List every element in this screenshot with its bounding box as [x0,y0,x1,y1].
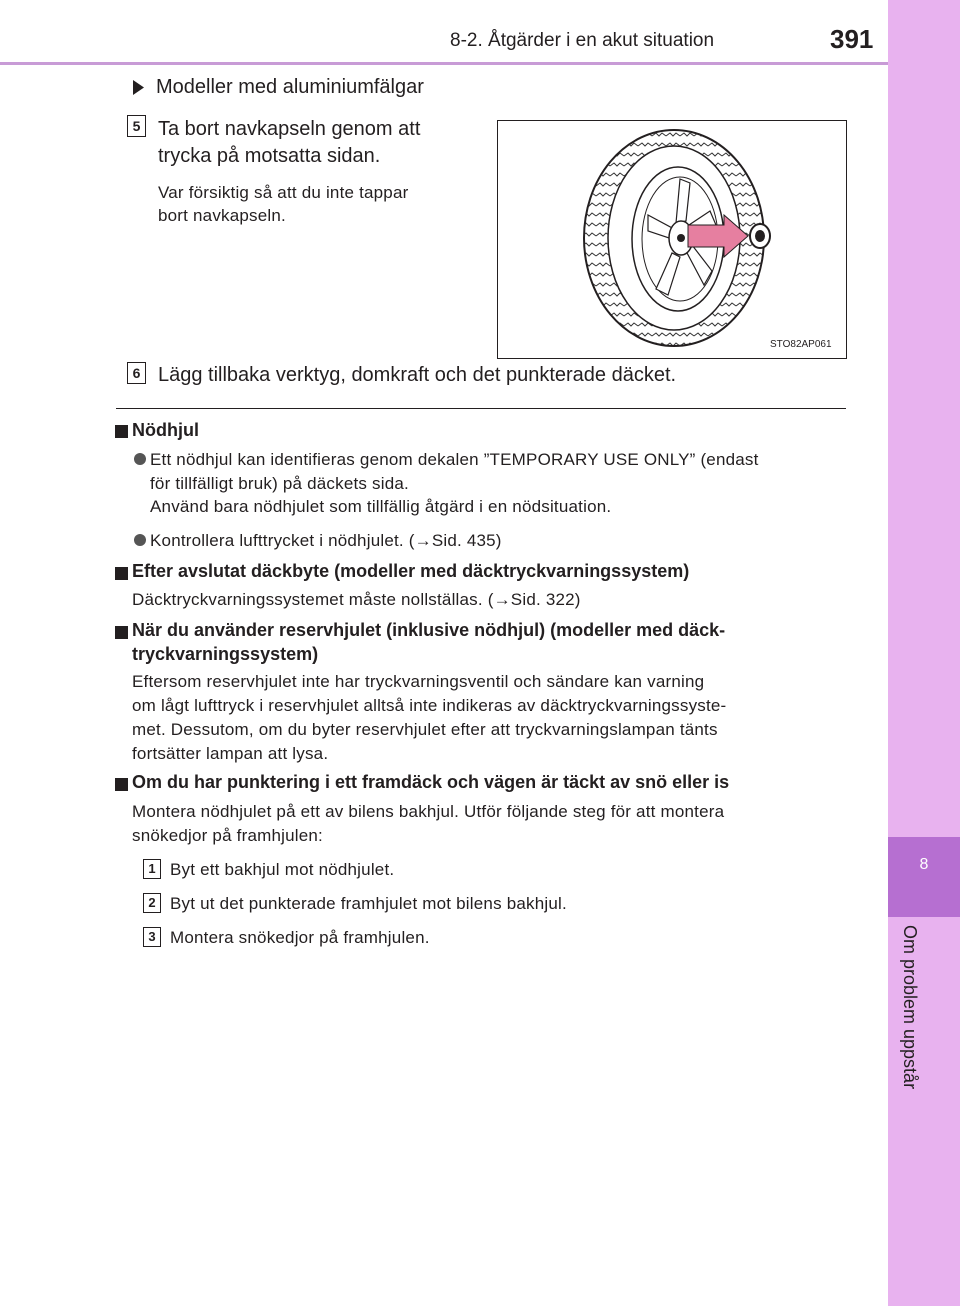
nodhjul-bullet1-line1: Ett nödhjul kan identifieras genom dekalen ”TEMPORARY USE ONLY” (endast [150,450,759,469]
substep-text-3: Montera snökedjor på framhjulen. [170,928,430,947]
chapter-number: 8 [919,856,929,873]
square-bullet-icon [115,778,128,796]
efter-text [132,588,581,611]
step5-text-line2: trycka på motsatta sidan. [158,145,381,167]
step-number-5: 5 [127,115,146,137]
bullet-heading: Modeller med aluminiumfälgar [156,76,424,98]
step5-text-line1: Ta bort navkapseln genom att [158,118,421,140]
section-title: 8-2. Åtgärder i en akut situation [450,30,715,51]
reserv-heading-line1: När du använder reservhjulet (inklusive nödhjul) (modeller med däck- [132,620,726,640]
step5-note-line1: Var försiktig så att du inte tappar [158,183,409,202]
wheel-figure [497,120,847,359]
wheel-illustration [498,121,846,358]
round-bullet-icon [134,533,146,551]
reserv-text-line4: fortsätter lampan att lysa. [132,744,329,763]
reserv-text-line2: om lågt lufttryck i reservhjulet alltså inte indikeras av däcktryckvarningssyste- [132,696,727,715]
step-number-6: 6 [127,362,146,384]
triangle-bullet-icon [133,80,144,100]
step6-text: Lägg tillbaka verktyg, domkraft och det punkterade däcket. [158,364,677,386]
arrow-right-icon: → [493,590,511,609]
reserv-text-line3: met. Dessutom, om du byter reservhjulet efter att tryckvarningslampan tänts [132,720,718,739]
nodhjul-heading: Nödhjul [132,420,199,440]
page-reference-link[interactable]: Sid. 322) [510,590,581,609]
reserv-heading-line2: tryckvarningssystem) [132,644,319,664]
chapter-label-text: Om problem uppstår [900,925,920,1090]
substep-number-2: 2 [143,893,161,913]
efter-text-body: Däcktryckvarningssystemet måste nollställas. ( [132,590,494,609]
punktering-text-line1: Montera nödhjulet på ett av bilens bakhjul. Utför följande steg för att montera [132,802,725,821]
header-rule [0,62,888,65]
page-reference-link[interactable]: Sid. 435) [431,531,502,550]
page-number: 391 [830,24,874,54]
square-bullet-icon [115,567,128,585]
efter-heading: Efter avslutat däckbyte (modeller med däcktryckvarningssystem) [132,561,690,581]
punktering-text-line2: snökedjor på framhjulen: [132,826,323,845]
substep-text-2: Byt ut det punkterade framhjulet mot bilens bakhjul. [170,894,567,913]
chapter-label [898,925,920,1175]
arrow-right-icon: → [414,531,432,550]
square-bullet-icon [115,425,128,443]
substep-text-1: Byt ett bakhjul mot nödhjulet. [170,860,395,879]
nodhjul-bullet1-line2: för tillfälligt bruk) på däckets sida. [150,474,409,493]
square-bullet-icon [115,626,128,644]
substep-number-3: 3 [143,927,161,947]
figure-code: STO82AP061 [770,339,832,350]
nodhjul-bullet2-text: Kontrollera lufttrycket i nödhjulet. ( [150,531,415,550]
reserv-text-line1: Eftersom reservhjulet inte har tryckvarningsventil och sändare kan varning [132,672,705,691]
punktering-heading: Om du har punktering i ett framdäck och vägen är täckt av snö eller is [132,772,730,792]
substep-number-1: 1 [143,859,161,879]
step5-note-line2: bort navkapseln. [158,206,286,225]
chapter-tab[interactable] [888,837,960,917]
nodhjul-bullet2 [150,529,502,552]
section-divider [116,408,846,409]
nodhjul-bullet1-line3: Använd bara nödhjulet som tillfällig åtgärd i en nödsituation. [150,497,612,516]
round-bullet-icon [134,452,146,470]
